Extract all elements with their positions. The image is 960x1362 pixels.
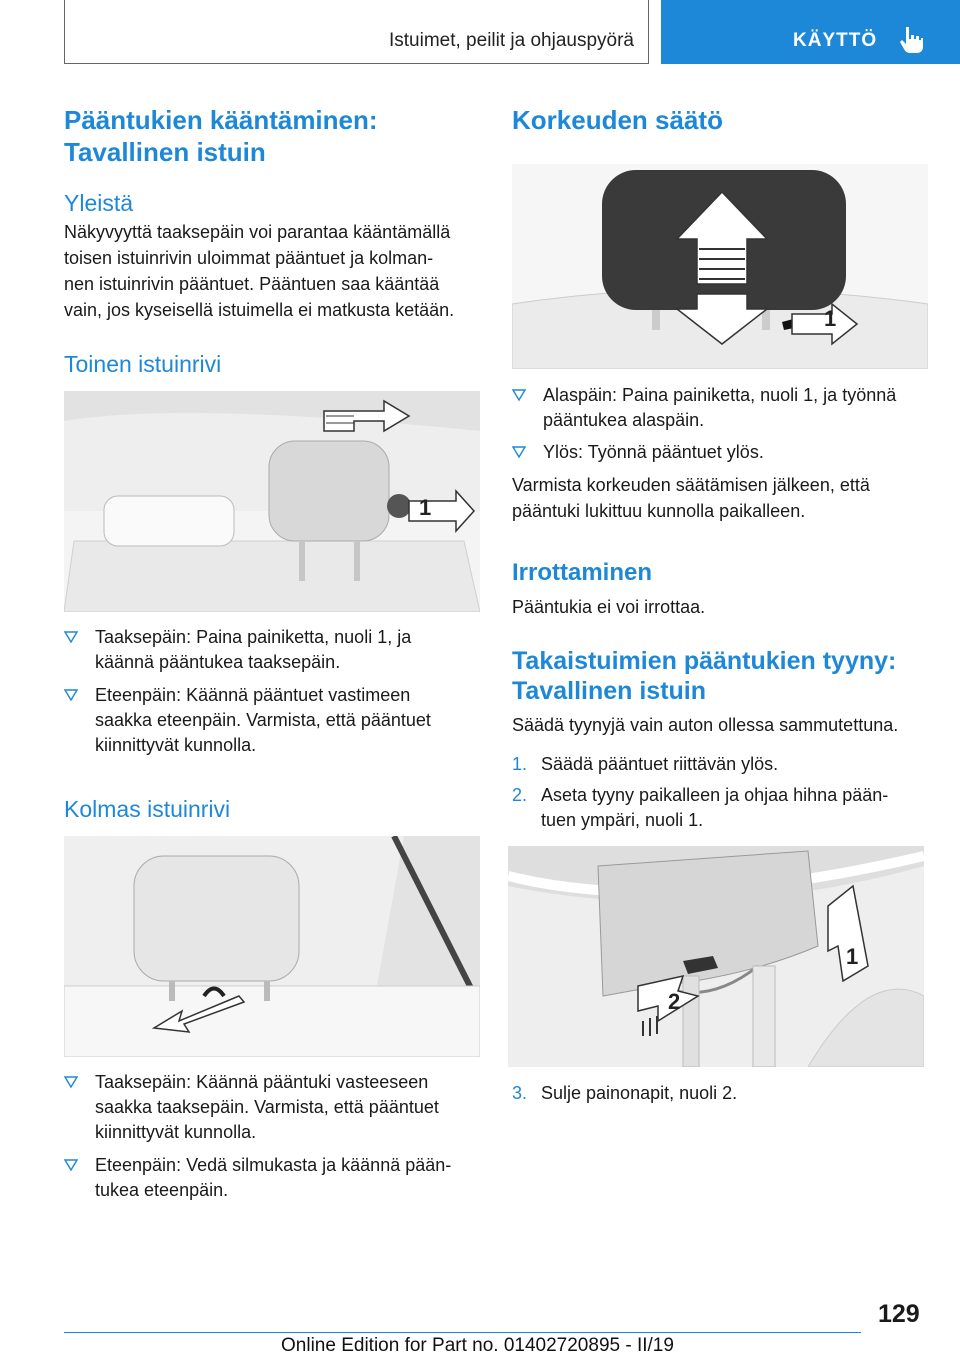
edition-footer: Online Edition for Part no. 01402720895 - II/19 [281,1335,674,1356]
arrow-label-1: 1 [824,306,837,331]
third-row-heading: Kolmas istuinrivi [64,796,231,822]
second-row-headrest-illustration [64,391,480,612]
arrow-label-2: 2 [668,989,681,1014]
list-item: Eteenpäin: Käännä pääntuet vastimeen saakka eteenpäin. Varmista, että pääntuet kiinnittyvät kunnolla. [64,683,484,758]
section-title: Istuimet, peilit ja ohjauspyörä [388,30,634,51]
chapter-tab[interactable] [661,0,960,64]
second-row-heading: Toinen istuinrivi [64,351,222,377]
triangle-bullet-icon [64,1075,78,1089]
remove-text: Pääntukia ei voi irrottaa. [512,597,706,617]
list-item: 2. Aseta tyyny paikalleen ja ohjaa hihna pään- tuen ympäri, nuoli 1. [512,785,889,830]
list-item: Taaksepäin: Paina painiketta, nuoli 1, ja käännä pääntukea taaksepäin. [64,625,484,675]
footer-divider [64,1332,861,1333]
triangle-bullet-icon [512,445,526,459]
list-item: Eteenpäin: Vedä silmukasta ja käännä pään- tukea eteenpäin. [64,1153,484,1203]
height-note: Varmista korkeuden säätämisen jälkeen, että pääntuki lukittuu kunnolla paikalleen. [512,475,870,521]
pillow-title-line1: Takaistuimien pääntukien tyyny: [512,647,897,675]
list-item: Alaspäin: Paina painiketta, nuoli 1, ja työnnä pääntukea alaspäin. [512,383,932,433]
list-item: Ylös: Työnnä pääntuet ylös. [512,440,932,465]
left-title-line1: Pääntukien kääntäminen: [64,105,378,135]
pillow-title-line2: Tavallinen istuin [512,677,707,705]
third-row-headrest-illustration [64,836,480,1057]
page-number: 129 [878,1300,920,1328]
chapter-tab-label: KÄYTTÖ [793,30,878,51]
arrow-label-1: 1 [419,495,432,520]
height-heading: Korkeuden säätö [512,105,723,135]
hand-pointer-icon [897,24,927,54]
pillow-intro: Säädä tyynyjä vain auton ollessa sammutettuna. [512,715,899,735]
remove-heading: Irrottaminen [512,559,653,586]
list-item: 3. Sulje painonapit, nuoli 2. [512,1083,738,1103]
list-item: Taaksepäin: Käännä pääntuki vasteeseen saakka taaksepäin. Varmista, että pääntuet kiinnittyvät kunnolla. [64,1070,484,1145]
triangle-bullet-icon [64,688,78,702]
list-item: 1. Säädä pääntuet riittävän ylös. [512,754,779,774]
general-paragraph: Näkyvyyttä taaksepäin voi parantaa kääntämällä toisen istuinrivin uloimmat pääntuet ja kolman- nen istuinrivin pääntuet. Pääntuen saa kääntää vain, jos kyseisellä istuimella ei matkusta ketään. [64,222,455,320]
left-title-line2: Tavallinen istuin [64,137,266,167]
general-heading: Yleistä [64,190,134,216]
arrow-label-1: 1 [846,944,859,969]
height-adjust-illustration [512,164,928,369]
triangle-bullet-icon [64,630,78,644]
triangle-bullet-icon [512,388,526,402]
triangle-bullet-icon [64,1158,78,1172]
pillow-illustration [508,846,924,1067]
